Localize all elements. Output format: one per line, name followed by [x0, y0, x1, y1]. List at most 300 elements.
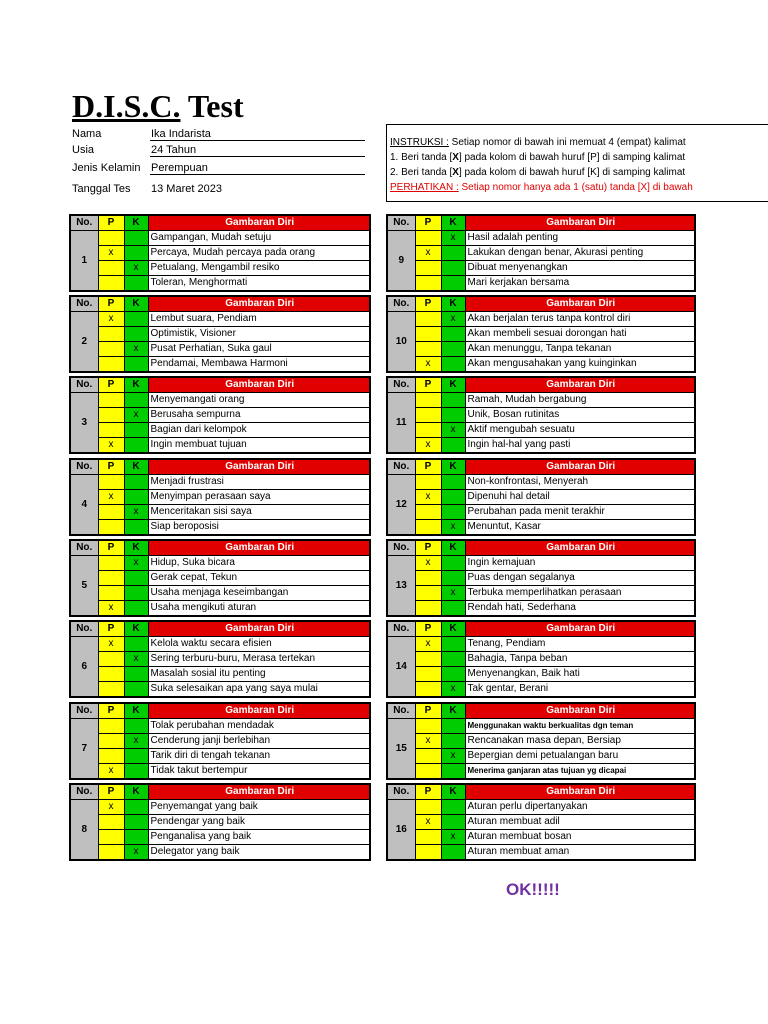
table-row [70, 637, 370, 652]
description-cell: Bagian dari kelompok [148, 423, 370, 438]
table-row [387, 408, 695, 423]
p-mark-cell[interactable] [98, 652, 124, 667]
p-mark-cell[interactable] [415, 423, 441, 438]
group-number: 9 [387, 231, 415, 292]
table-row [70, 520, 370, 536]
description-cell: Perubahan pada menit terakhir [465, 505, 695, 520]
header-desc: Gambaran Diri [148, 784, 370, 800]
p-mark-cell[interactable] [415, 520, 441, 536]
description-cell: Usaha menjaga keseimbangan [148, 586, 370, 601]
description-cell: Menuntut, Kasar [465, 520, 695, 536]
p-mark-cell[interactable] [415, 571, 441, 586]
info-value: 24 Tahun [150, 144, 365, 157]
p-mark-cell[interactable] [415, 312, 441, 327]
k-mark-cell[interactable] [124, 393, 148, 408]
p-mark-cell[interactable] [415, 342, 441, 357]
disc-group-table [69, 620, 371, 698]
p-mark-cell[interactable] [415, 393, 441, 408]
p-mark-cell[interactable] [98, 556, 124, 571]
k-mark-cell[interactable] [441, 505, 465, 520]
p-mark-cell[interactable] [98, 682, 124, 698]
header-k: K [124, 540, 148, 556]
k-mark-cell[interactable]: x [441, 520, 465, 536]
header-no: No. [387, 621, 415, 637]
info-value: 13 Maret 2023 [151, 183, 222, 195]
k-mark-cell[interactable] [441, 637, 465, 652]
k-mark-cell[interactable] [441, 601, 465, 617]
table-row [70, 749, 370, 764]
k-mark-cell[interactable] [441, 246, 465, 261]
k-mark-cell[interactable] [441, 571, 465, 586]
instruction-text: ] pada kolom di bawah huruf [P] di samping kalimat [458, 152, 686, 163]
header-p: P [415, 784, 441, 800]
p-mark-cell[interactable]: x [98, 800, 124, 815]
description-cell: Dibuat menyenangkan [465, 261, 695, 276]
p-mark-cell[interactable] [98, 734, 124, 749]
p-mark-cell[interactable] [415, 327, 441, 342]
k-mark-cell[interactable] [441, 327, 465, 342]
k-mark-cell[interactable]: x [124, 845, 148, 861]
info-label: Nama [72, 128, 102, 140]
p-mark-cell[interactable]: x [415, 490, 441, 505]
p-mark-cell[interactable]: x [98, 637, 124, 652]
description-cell: Masalah sosial itu penting [148, 667, 370, 682]
header-no: No. [70, 784, 98, 800]
table-row [70, 261, 370, 276]
header-no: No. [387, 540, 415, 556]
header-desc: Gambaran Diri [465, 621, 695, 637]
description-cell: Menceritakan sisi saya [148, 505, 370, 520]
k-mark-cell[interactable]: x [124, 652, 148, 667]
k-mark-cell[interactable] [441, 652, 465, 667]
p-mark-cell[interactable]: x [415, 637, 441, 652]
description-cell: Aturan membuat bosan [465, 830, 695, 845]
info-value: Perempuan [150, 162, 365, 175]
description-cell: Non-konfrontasi, Menyerah [465, 475, 695, 490]
description-cell: Tarik diri di tengah tekanan [148, 749, 370, 764]
header-no: No. [387, 703, 415, 719]
table-row [70, 734, 370, 749]
p-mark-cell[interactable] [415, 408, 441, 423]
p-mark-cell[interactable] [415, 749, 441, 764]
description-cell: Unik, Bosan rutinitas [465, 408, 695, 423]
description-cell: Percaya, Mudah percaya pada orang [148, 246, 370, 261]
description-cell: Lembut suara, Pendiam [148, 312, 370, 327]
p-mark-cell[interactable] [98, 357, 124, 373]
header-k: K [124, 459, 148, 475]
table-row [387, 276, 695, 292]
disc-group-table [386, 539, 696, 617]
k-mark-cell[interactable]: x [441, 586, 465, 601]
header-no: No. [387, 377, 415, 393]
p-mark-cell[interactable] [415, 800, 441, 815]
description-cell: Terbuka memperlihatkan perasaan [465, 586, 695, 601]
p-mark-cell[interactable] [98, 749, 124, 764]
p-mark-cell[interactable] [98, 667, 124, 682]
description-cell: Sering terburu-buru, Merasa tertekan [148, 652, 370, 667]
p-mark-cell[interactable] [98, 475, 124, 490]
p-mark-cell[interactable] [98, 342, 124, 357]
k-mark-cell[interactable] [124, 800, 148, 815]
description-cell: Bahagia, Tanpa beban [465, 652, 695, 667]
table-row [70, 423, 370, 438]
description-cell: Ingin hal-hal yang pasti [465, 438, 695, 454]
description-cell: Gerak cepat, Tekun [148, 571, 370, 586]
description-cell: Menjadi frustrasi [148, 475, 370, 490]
table-row [387, 327, 695, 342]
instruction-text: 2. Beri tanda [ [390, 167, 453, 178]
header-desc: Gambaran Diri [148, 296, 370, 312]
table-row [70, 327, 370, 342]
k-mark-cell[interactable] [441, 845, 465, 861]
k-mark-cell[interactable] [124, 475, 148, 490]
description-cell: Aturan membuat aman [465, 845, 695, 861]
header-p: P [98, 377, 124, 393]
page-title [72, 88, 244, 125]
p-mark-cell[interactable] [98, 520, 124, 536]
description-cell: Ingin membuat tujuan [148, 438, 370, 454]
description-cell: Menyenangkan, Baik hati [465, 667, 695, 682]
header-p: P [415, 540, 441, 556]
description-cell: Aturan membuat adil [465, 815, 695, 830]
p-mark-cell[interactable] [415, 261, 441, 276]
table-row [70, 438, 370, 454]
header-k: K [441, 703, 465, 719]
header-desc: Gambaran Diri [148, 703, 370, 719]
k-mark-cell[interactable] [441, 719, 465, 734]
table-row [387, 830, 695, 845]
k-mark-cell[interactable] [124, 830, 148, 845]
header-desc: Gambaran Diri [465, 459, 695, 475]
p-mark-cell[interactable]: x [415, 357, 441, 373]
description-cell: Pendamai, Membawa Harmoni [148, 357, 370, 373]
p-mark-cell[interactable] [98, 505, 124, 520]
p-mark-cell[interactable] [98, 815, 124, 830]
instruction-line [387, 165, 768, 180]
header-p: P [415, 215, 441, 231]
k-mark-cell[interactable] [124, 719, 148, 734]
k-mark-cell[interactable]: x [124, 734, 148, 749]
k-mark-cell[interactable] [441, 490, 465, 505]
p-mark-cell[interactable]: x [415, 734, 441, 749]
k-mark-cell[interactable] [124, 749, 148, 764]
group-number: 10 [387, 312, 415, 373]
k-mark-cell[interactable] [124, 246, 148, 261]
table-row [70, 231, 370, 246]
group-number: 3 [70, 393, 98, 454]
info-label: Usia [72, 144, 95, 156]
k-mark-cell[interactable]: x [441, 682, 465, 698]
header-p: P [98, 784, 124, 800]
k-mark-cell[interactable] [441, 438, 465, 454]
k-mark-cell[interactable] [124, 312, 148, 327]
header-p: P [98, 215, 124, 231]
k-mark-cell[interactable] [441, 815, 465, 830]
k-mark-cell[interactable] [124, 231, 148, 246]
table-row [70, 490, 370, 505]
k-mark-cell[interactable] [441, 261, 465, 276]
ok-note: OK!!!!! [506, 880, 560, 899]
p-mark-cell[interactable]: x [98, 246, 124, 261]
k-mark-cell[interactable] [124, 601, 148, 617]
k-mark-cell[interactable] [441, 764, 465, 780]
k-mark-cell[interactable] [441, 800, 465, 815]
header-p: P [98, 296, 124, 312]
header-desc: Gambaran Diri [148, 377, 370, 393]
table-row [387, 312, 695, 327]
p-mark-cell[interactable] [98, 231, 124, 246]
description-cell: Menyemangati orang [148, 393, 370, 408]
p-mark-cell[interactable] [415, 719, 441, 734]
table-row [387, 749, 695, 764]
p-mark-cell[interactable] [98, 327, 124, 342]
k-mark-cell[interactable] [124, 520, 148, 536]
group-number: 6 [70, 637, 98, 698]
p-mark-cell[interactable]: x [98, 601, 124, 617]
instruction-warning-text: Setiap nomor hanya ada 1 (satu) tanda [X] di bawah [458, 182, 693, 193]
header-k: K [441, 621, 465, 637]
header-no: No. [387, 215, 415, 231]
description-cell: Cenderung janji berlebihan [148, 734, 370, 749]
p-mark-cell[interactable] [415, 830, 441, 845]
table-row [70, 408, 370, 423]
table-row [387, 845, 695, 861]
p-mark-cell[interactable] [415, 764, 441, 780]
k-mark-cell[interactable] [441, 556, 465, 571]
group-number: 1 [70, 231, 98, 292]
disc-group-table [386, 295, 696, 373]
k-mark-cell[interactable]: x [124, 342, 148, 357]
description-cell: Akan menunggu, Tanpa tekanan [465, 342, 695, 357]
header-desc: Gambaran Diri [148, 215, 370, 231]
table-row [70, 800, 370, 815]
k-mark-cell[interactable] [441, 357, 465, 373]
k-mark-cell[interactable] [124, 327, 148, 342]
p-mark-cell[interactable]: x [415, 246, 441, 261]
instruction-warning: PERHATIKAN : [390, 182, 459, 193]
p-mark-cell[interactable] [98, 571, 124, 586]
table-row [387, 764, 695, 780]
p-mark-cell[interactable] [98, 408, 124, 423]
p-mark-cell[interactable]: x [415, 438, 441, 454]
p-mark-cell[interactable]: x [98, 764, 124, 780]
table-row [70, 815, 370, 830]
p-mark-cell[interactable] [98, 393, 124, 408]
k-mark-cell[interactable] [124, 357, 148, 373]
k-mark-cell[interactable] [124, 764, 148, 780]
header-p: P [415, 377, 441, 393]
group-number: 12 [387, 475, 415, 536]
description-cell: Akan membeli sesuai dorongan hati [465, 327, 695, 342]
k-mark-cell[interactable]: x [124, 556, 148, 571]
p-mark-cell[interactable] [98, 586, 124, 601]
table-row [70, 556, 370, 571]
k-mark-cell[interactable] [124, 571, 148, 586]
p-mark-cell[interactable] [415, 652, 441, 667]
instruction-text: 1. Beri tanda [ [390, 152, 453, 163]
k-mark-cell[interactable]: x [441, 231, 465, 246]
header-k: K [441, 784, 465, 800]
header-no: No. [70, 296, 98, 312]
instruction-mark: X [452, 167, 459, 178]
description-cell: Menggunakan waktu berkualitas dgn teman [465, 719, 695, 734]
group-number: 4 [70, 475, 98, 536]
table-row [387, 475, 695, 490]
description-cell: Lakukan dengan benar, Akurasi penting [465, 246, 695, 261]
description-cell: Gampangan, Mudah setuju [148, 231, 370, 246]
header-p: P [415, 296, 441, 312]
description-cell: Aktif mengubah sesuatu [465, 423, 695, 438]
header-k: K [124, 784, 148, 800]
header-desc: Gambaran Diri [465, 215, 695, 231]
header-no: No. [387, 296, 415, 312]
p-mark-cell[interactable] [415, 845, 441, 861]
description-cell: Optimistik, Visioner [148, 327, 370, 342]
k-mark-cell[interactable] [124, 423, 148, 438]
table-row [70, 312, 370, 327]
group-number: 16 [387, 800, 415, 861]
k-mark-cell[interactable] [124, 637, 148, 652]
table-row [387, 342, 695, 357]
header-p: P [415, 459, 441, 475]
p-mark-cell[interactable]: x [415, 815, 441, 830]
header-desc: Gambaran Diri [465, 296, 695, 312]
instruction-line [387, 125, 768, 150]
table-row [387, 246, 695, 261]
description-cell: Puas dengan segalanya [465, 571, 695, 586]
p-mark-cell[interactable] [98, 423, 124, 438]
table-row [387, 556, 695, 571]
description-cell: Akan berjalan terus tanpa kontrol diri [465, 312, 695, 327]
p-mark-cell[interactable] [98, 261, 124, 276]
disc-group-table [386, 458, 696, 536]
description-cell: Bepergian demi petualangan baru [465, 749, 695, 764]
table-row [387, 734, 695, 749]
p-mark-cell[interactable] [98, 276, 124, 292]
p-mark-cell[interactable] [98, 830, 124, 845]
p-mark-cell[interactable]: x [98, 438, 124, 454]
group-number: 5 [70, 556, 98, 617]
description-cell: Suka selesaikan apa yang saya mulai [148, 682, 370, 698]
table-row [70, 764, 370, 780]
p-mark-cell[interactable] [98, 719, 124, 734]
disc-group-table [386, 783, 696, 861]
header-no: No. [70, 540, 98, 556]
p-mark-cell[interactable] [415, 667, 441, 682]
k-mark-cell[interactable]: x [441, 830, 465, 845]
p-mark-cell[interactable] [415, 586, 441, 601]
table-row [70, 830, 370, 845]
p-mark-cell[interactable]: x [415, 556, 441, 571]
header-desc: Gambaran Diri [148, 540, 370, 556]
header-p: P [98, 703, 124, 719]
p-mark-cell[interactable] [98, 845, 124, 861]
k-mark-cell[interactable]: x [124, 505, 148, 520]
p-mark-cell[interactable] [415, 682, 441, 698]
instruction-line [387, 180, 768, 195]
header-k: K [124, 377, 148, 393]
header-k: K [441, 215, 465, 231]
instruction-text: Setiap nomor di bawah ini memuat 4 (empat) kalimat [448, 137, 686, 148]
header-no: No. [70, 215, 98, 231]
table-row [387, 682, 695, 698]
table-row [70, 342, 370, 357]
description-cell: Rendah hati, Sederhana [465, 601, 695, 617]
p-mark-cell[interactable] [415, 505, 441, 520]
k-mark-cell[interactable] [124, 586, 148, 601]
table-row [70, 246, 370, 261]
k-mark-cell[interactable]: x [124, 408, 148, 423]
description-cell: Petualang, Mengambil resiko [148, 261, 370, 276]
k-mark-cell[interactable] [441, 276, 465, 292]
header-k: K [441, 377, 465, 393]
table-row [70, 845, 370, 861]
k-mark-cell[interactable] [124, 276, 148, 292]
k-mark-cell[interactable] [441, 667, 465, 682]
table-row [387, 261, 695, 276]
header-p: P [415, 621, 441, 637]
k-mark-cell[interactable] [441, 408, 465, 423]
p-mark-cell[interactable] [415, 475, 441, 490]
disc-group-table [69, 702, 371, 780]
table-row [387, 393, 695, 408]
description-cell: Tenang, Pendiam [465, 637, 695, 652]
group-number: 13 [387, 556, 415, 617]
p-mark-cell[interactable] [415, 231, 441, 246]
k-mark-cell[interactable] [124, 682, 148, 698]
header-k: K [441, 540, 465, 556]
k-mark-cell[interactable] [124, 490, 148, 505]
k-mark-cell[interactable]: x [441, 423, 465, 438]
instruction-line [387, 150, 768, 165]
k-mark-cell[interactable] [124, 667, 148, 682]
table-row [387, 571, 695, 586]
header-no: No. [70, 621, 98, 637]
table-row [387, 231, 695, 246]
description-cell: Mari kerjakan bersama [465, 276, 695, 292]
table-row [387, 652, 695, 667]
header-no: No. [70, 459, 98, 475]
k-mark-cell[interactable] [124, 815, 148, 830]
k-mark-cell[interactable] [441, 342, 465, 357]
table-row [387, 637, 695, 652]
table-row [387, 490, 695, 505]
description-cell: Kelola waktu secara efisien [148, 637, 370, 652]
table-row [70, 601, 370, 617]
k-mark-cell[interactable] [441, 734, 465, 749]
description-cell: Siap beroposisi [148, 520, 370, 536]
k-mark-cell[interactable] [441, 475, 465, 490]
disc-group-table [386, 620, 696, 698]
p-mark-cell[interactable]: x [98, 312, 124, 327]
description-cell: Penyemangat yang baik [148, 800, 370, 815]
k-mark-cell[interactable] [441, 393, 465, 408]
p-mark-cell[interactable] [415, 276, 441, 292]
k-mark-cell[interactable]: x [441, 312, 465, 327]
header-no: No. [387, 459, 415, 475]
k-mark-cell[interactable]: x [124, 261, 148, 276]
k-mark-cell[interactable] [124, 438, 148, 454]
table-row [387, 815, 695, 830]
description-cell: Menerima ganjaran atas tujuan yg dicapai [465, 764, 695, 780]
table-row [70, 682, 370, 698]
k-mark-cell[interactable]: x [441, 749, 465, 764]
p-mark-cell[interactable]: x [98, 490, 124, 505]
p-mark-cell[interactable] [415, 601, 441, 617]
info-label: Jenis Kelamin [72, 162, 141, 174]
header-no: No. [70, 377, 98, 393]
table-row [70, 505, 370, 520]
